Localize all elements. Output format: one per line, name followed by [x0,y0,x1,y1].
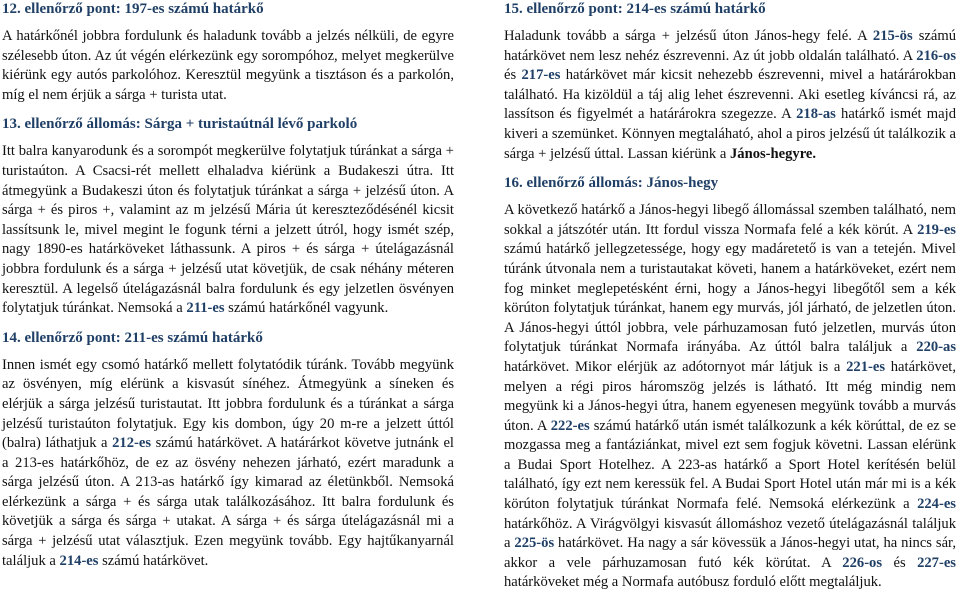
boundary-stone-number: 221-es [846,358,886,375]
paragraph-text: Innen ismét egy csomó határkő mellett folytatódik túránk. Tovább megyünk az ösvényen, míg elérünk a kisvasút sínéhez. Átmegyünk a síneken és elérjük a sárga jelzésű turistautat. Itt jobbra fordulunk és a túránkat a sárga jelzésű turistaúton folytatjuk. Egy kis dombon, úgy 20 m-re a jelzett úttól (balra) láthatjuk a [2,356,454,452]
boundary-stone-number: 214-es [59,552,99,569]
boundary-stone-number: 215-ös [872,28,913,44]
boundary-stone-number: 222-es [550,417,590,434]
paragraph-text: számú határkövet. [98,552,209,569]
boundary-stone-number: 227-es [917,554,956,571]
boundary-stone-number: 225-ös [514,535,555,552]
paragraph-text: Haladunk tovább a sárga + jelzésű úton János-hegy felé. A [504,28,873,44]
boundary-stone-number: 218-as [796,106,836,123]
paragraph [2,356,454,572]
paragraph-text: határkőhöz. A Virágvölgyi kisvasút állomáshoz vezető útelágazásnál találjuk a [504,515,956,552]
paragraph-text: és [882,554,918,571]
paragraph [504,201,956,593]
boundary-stone-number: 220-as [916,339,956,356]
paragraph [2,27,454,105]
paragraph [504,27,956,164]
paragraph-text: számú határkövet nem lesz nehéz észrevenni. Az út jobb oldalán található. A [504,28,956,64]
paragraph-text: határkövet már kicsit nehezebb észrevenni, mivel a határárokban található. Ha kizöldül a táj alig lehet észrevenni. Aki esetleg kíváncsi rá, az lassítson és figyelmét a határárokra szegezze. A [504,67,956,123]
section-heading: 12. ellenőrző pont: 197-es számú határkő [2,1,264,17]
paragraph-text: számú határkőnél vagyunk. [224,300,389,317]
paragraph-text: határkövet. Mikor elérjük az adótornyot már látjuk is a [504,358,847,375]
paragraph-text: határkövet, melyen a régi piros háromszög jelzés is látható. Itt még mindig nem megyünk ki a János-hegyi útra, hanem egyenesen megyünk tovább a murvás úton. A [504,358,956,434]
paragraph-text: határkövet. Ha nagy a sár kövessük a János-hegyi utat, ha nincs sár, akkor a vele párhuzamosan futó kék körútat. A [504,535,956,571]
section-heading: 13. ellenőrző állomás: Sárga + turistaútnál lévő parkoló [2,116,358,133]
paragraph-text: A határkőnél jobbra fordulunk és haladunk tovább a jelzés nélküli, de egyre szélesebb úton. Az út végén elérkezünk egy sorompóhoz, melyet megkerülve kiérünk egy autós parkolóhoz. Keresztül megyünk a tisztáson és a parkolón, míg el nem érjük a sárga + turista utat. [2,28,454,103]
paragraph-text: számú határkő után ismét találkozunk a kék körúttal, de ez se mozgassa meg a fantáziánkat, mivel ezt sem fogjuk követni. Lassan elérünk a Budai Sport Hotelhez. A 223-as határkő a Sport Hotel kerítésén belül található, így ezt nem keressük fel. A Budai Sport Hotel után már mi is a kék körúton folytatjuk túránkat Normafa felé. Nemsoká elérkezünk a [504,417,956,513]
paragraph-text: Itt balra kanyarodunk és a sorompót megkerülve folytatjuk túránkat a sárga + turistaúton. A Csacsi-rét mellett elhaladva kiérünk a Budakeszi útra. Itt átmegyünk a Budakeszi úton és folytatjuk túránkat a sárga + jelzésű úton. A sárga + és piros +, valamint az m jelzésű Mária út kereszteződésénél kicsit lassítsunk le, mivel megint le fogunk térni a jelzett útról, hogy ismét szép, nagy 1890-es határköveket láthassunk. A piros + és sárga + útelágazásnál jobbra fordulunk és a sárga + jelzésű utat követjük, de csak néhány méteren keresztül. A legelső útelágazásnál balra fordulunk és egy jelzetlen ösvényen folytatjuk túránkat. Nemsoká a [2,143,454,317]
boundary-stone-number: 224-es [917,496,956,513]
paragraph-text: határkő ismét majd kiveri a szemünket. Könnyen megtaláható, ahol a piros jelzésű út találkozik a sárga + jelzésű úttal. Lassan kiérünk a [504,106,956,162]
section-heading: 14. ellenőrző pont: 211-es számú határkő [2,329,263,346]
paragraph-text: határköveket még a Normafa autóbusz forduló előtt megtaláljuk. [504,574,882,591]
paragraph-text: János-hegyre. [729,145,817,162]
left-column [2,0,454,581]
boundary-stone-number: 216-os [916,47,956,64]
boundary-stone-number: 217-es [521,67,561,84]
boundary-stone-number: 219-es [917,221,956,238]
boundary-stone-number: 212-es [112,435,152,452]
paragraph-text: számú határkő jellegzetessége, hogy egy madáretető is van a tetején. Mivel túránk útvonala nem a turistautakat követi, hanem a határköveket, ezért nem fog minket meglepetésként érni, hogy a János-hegyi libegőtől sem a kék körúton folytatjuk túránkat, hanem egy murvás, jól járható, de jelzetlen úton. A János-hegyi úttól jobbra, vele párhuzamosan futó jelzetlen, murvás úton folytatjuk túránkat Normafa irányába. Az úttól balra találjuk a [504,241,956,356]
paragraph-text: A következő határkő a János-hegyi libegő állomással szemben található, nem sokkal a játszótér után. Itt fordul vissza Normafa felé a kék körút. A [504,202,956,238]
section-heading: 15. ellenőrző pont: 214-es számú határkő [504,1,766,17]
paragraph [2,142,454,318]
right-column [504,0,956,603]
section-heading: 16. ellenőrző állomás: János-hegy [504,175,719,192]
paragraph-text: számú határkövet. A határárkot követve jutnánk el a 213-es határkőhöz, de ez az ösvény nehezen járható, ezért maradunk a sárga jelzésű úton. A 213-as határkő így kimarad az életünkből. Nemsoká elérkezünk a sárga + és sárga utak találkozásához. Itt balra fordulunk és követjük a sárga és sárga + utakat. A sárga + és sárga útelágazásnál mi a sárga + jelzésű utat választjuk. Ezen megyünk tovább. Egy hajtűkanyarnál találjuk a [2,435,454,569]
boundary-stone-number: 226-os [842,554,883,571]
boundary-stone-number: 211-es [186,300,225,317]
paragraph-text: és [504,67,522,84]
